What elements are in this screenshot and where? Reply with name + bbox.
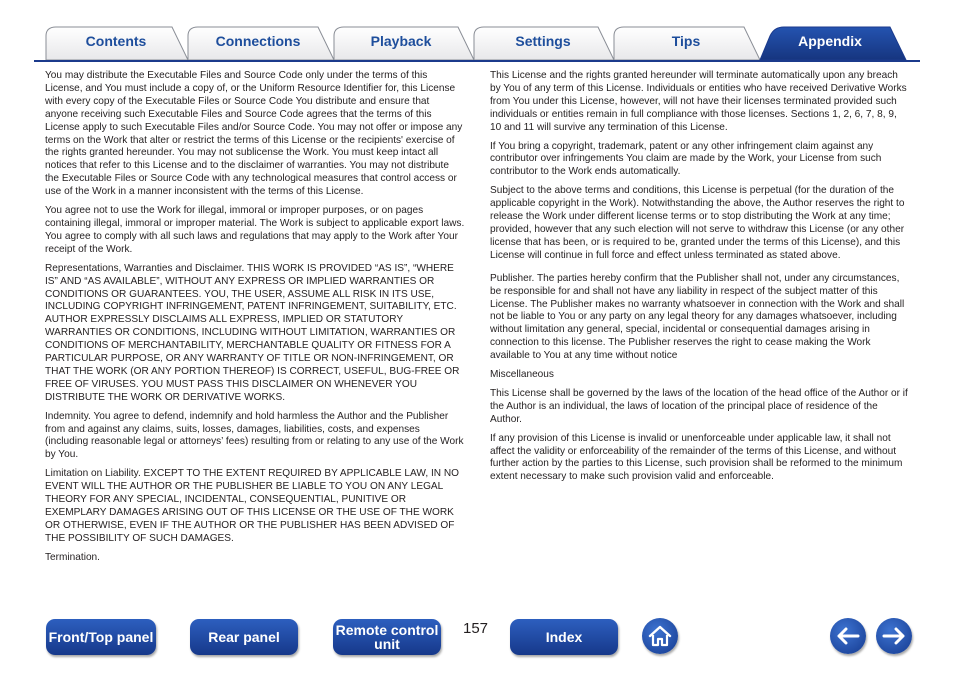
tab-settings[interactable]: Settings: [515, 33, 571, 49]
front-top-panel-label: Front/Top panel: [48, 629, 154, 645]
left-column: [45, 70, 465, 571]
forward-button[interactable]: [876, 618, 912, 654]
tab-shapes: [0, 0, 954, 62]
tab-contents[interactable]: Contents: [85, 33, 147, 49]
paragraph-governing-law: This License shall be governed by the laws of the location of the head office of the Author or if the Author is an individual, the laws of location of the principal place of residence of the Author.: [490, 387, 908, 425]
remote-control-unit-button[interactable]: [333, 619, 441, 655]
arrow-left-icon: [835, 626, 861, 646]
paragraph-liability: Limitation on Liability. EXCEPT TO THE EXTENT REQUIRED BY APPLICABLE LAW, IN NO EVENT WILL THE AUTHOR OR THE PUBLISHER BE LIABLE TO YOU ON ANY LEGAL THEORY FOR ANY SPECIAL, INCIDENTAL, CONSEQUENTIAL, PUNITIVE OR EXEMPLARY DAMAGES ARISING OUT OF THIS LICENSE OR THE USE OF THE WORK OR OTHERWISE, EVEN IF THE AUTHOR OR THE PUBLISHER HAS BEEN ADVISED OF THE POSSIBILITY OF SUCH DAMAGES.: [45, 468, 459, 544]
home-button[interactable]: [642, 618, 678, 654]
paragraph-severability: If any provision of this License is invalid or unenforceable under applicable law, it shall not affect the validity or enforceability of the remainder of the terms of this License, and without further action by the parties to this License, such provision shall be reformed to the minimum extent necessary to make such provision valid and enforceable.: [490, 432, 903, 483]
right-column: [490, 70, 908, 490]
heading-miscellaneous: Miscellaneous: [490, 369, 554, 381]
page-number: 157: [463, 620, 489, 637]
front-top-panel-button[interactable]: [46, 619, 156, 655]
index-button[interactable]: [510, 619, 618, 655]
tab-connections[interactable]: Connections: [215, 33, 301, 49]
tab-appendix[interactable]: Appendix: [798, 33, 862, 49]
paragraph-perpetual: Subject to the above terms and conditions, this License is perpetual (for the duration of the applicable copyright in the Work). Notwithstanding the above, the Author reserves the right to release the Work under different license terms or to stop distributing the Work at any time; provided, however that any such election will not serve to withdraw this License (or any other license that has been, or is required to be, granted under the terms of this License), and this License will continue in full force and effect unless terminated as stated above.: [490, 185, 905, 261]
paragraph-indemnity: Indemnity. You agree to defend, indemnify and hold harmless the Author and the Publisher from and against any claims, suits, losses, damages, liabilities, costs, and expenses (including reasonable legal or attorneys’ fees) resulting from or relating to any use of the Work by You.: [45, 410, 464, 461]
paragraph-infringement-claim: If You bring a copyright, trademark, patent or any other infringement claim against any contributor over infringements You claim are made by the Work, your License from such contributor to the Work ends automatically.: [490, 140, 882, 178]
paragraph-illegal-use: You agree not to use the Work for illegal, immoral or improper purposes, or on pages containing illegal, immoral or improper material. The Work is subject to applicable export laws. You agree to comply with all such laws and regulations that may apply to the Work after Your receipt of the Work.: [45, 205, 465, 255]
home-icon: [647, 624, 673, 648]
paragraph-warranties: Representations, Warranties and Disclaimer. THIS WORK IS PROVIDED “AS IS”, “WHERE IS” AND “AS AVAILABLE”, WITHOUT ANY EXPRESS OR IMPLIED WARRANTIES OR CONDITIONS OR GUARANTEES. YOU, THE USER, ASSUME ALL RISK IN ITS USE, INCLUDING COPYRIGHT INFRINGEMENT, PATENT INFRINGEMENT, SUITABILITY, ETC. AUTHOR EXPRESSLY DISCLAIMS ALL EXPRESS, IMPLIED OR STATUTORY WARRANTIES OR CONDITIONS, INCLUDING WITHOUT LIMITATION, WARRANTIES OR CONDITIONS OF MERCHANTABILITY, MERCHANTABLE QUALITY OR FITNESS FOR A PARTICULAR PURPOSE, OR ANY WARRANTY OF TITLE OR NON-INFRINGEMENT, OR THAT THE WORK (OR ANY PORTION THEREOF) IS CORRECT, USEFUL, BUG-FREE OR FREE OF VIRUSES. YOU MUST PASS THIS DISCLAIMER ON WHENEVER YOU DISTRIBUTE THE WORK OR DERIVATIVE WORKS.: [45, 262, 460, 403]
back-button[interactable]: [830, 618, 866, 654]
tab-underline: [34, 60, 920, 62]
remote-control-unit-label: Remote control unit: [335, 622, 439, 652]
rear-panel-button[interactable]: [190, 619, 298, 655]
rear-panel-label: Rear panel: [208, 629, 280, 645]
paragraph-distribution: You may distribute the Executable Files and Source Code only under the terms of this License, and You must include a copy of, or the Uniform Resource Identifier for, this License with every copy of the Executable Files or Source Code You distribute and ensure that anyone receiving such Executable Files and Source Code agrees that the terms of this License apply to such Executable Files and/or Source Code. You may not offer or impose any terms on the Work that alter or restrict the terms of this License or the recipients' exercise of the rights granted hereunder. You may not sublicense the Work. You must keep intact all notices that refer to this License and to the disclaimer of warranties. You may not distribute the Executable Files or Source Code with any technological measures that control access or use of the Work in a manner inconsistent with the terms of this License.: [45, 70, 463, 198]
tab-playback[interactable]: Playback: [370, 33, 432, 49]
arrow-right-icon: [881, 626, 907, 646]
index-label: Index: [545, 629, 583, 645]
tab-tips[interactable]: Tips: [671, 33, 701, 49]
tab-bar: [0, 0, 954, 62]
heading-termination: Termination.: [45, 551, 100, 563]
paragraph-termination: This License and the rights granted hereunder will terminate automatically upon any breach by You of any term of this License. Individuals or entities who have received Derivative Works from You under this License, however, will not have their licenses terminated provided such individuals or entities remain in full compliance with those licenses. Sections 1, 2, 6, 7, 8, 9, 10 and 11 will survive any termination of this License.: [490, 70, 907, 133]
paragraph-publisher: Publisher. The parties hereby confirm that the Publisher shall not, under any circumstances, be responsible for and shall not have any liability in respect of the subject matter of this License. The Publisher makes no warranty whatsoever in connection with the Work and shall not be liable to You or any party on any legal theory for any damages whatsoever, including without limitation any general, special, incidental or consequential damages arising in connection to this license. The Publisher reserves the right to cease making the Work available to You at any time without notice: [490, 272, 905, 362]
